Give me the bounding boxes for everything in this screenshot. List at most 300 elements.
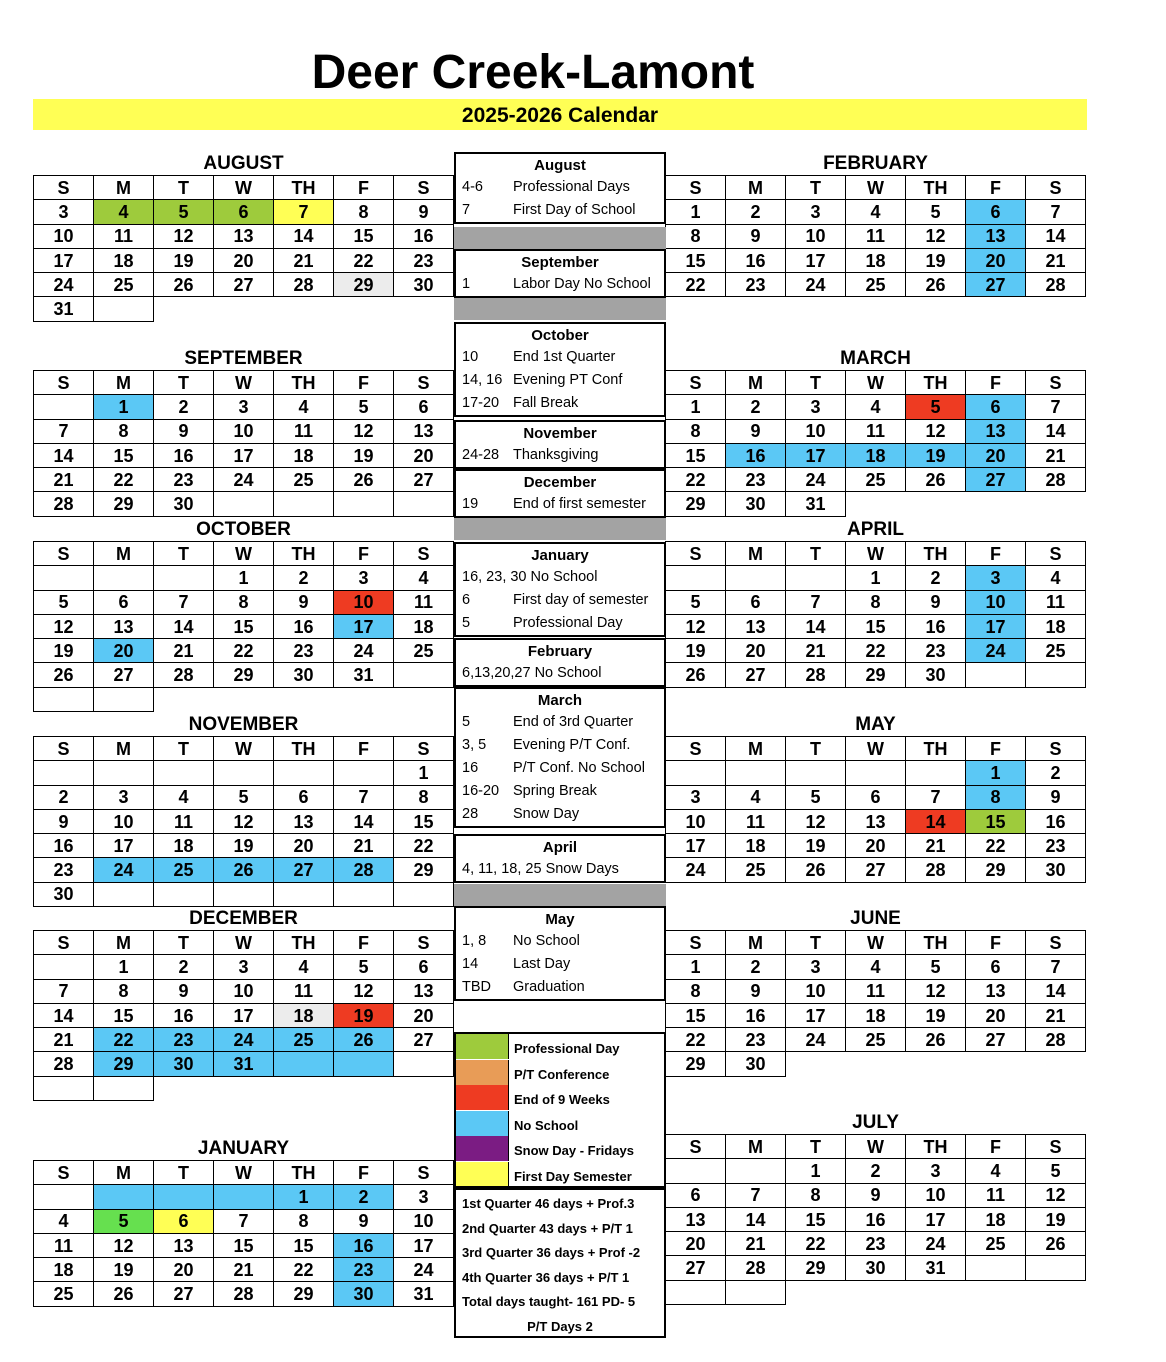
day-cell: 14 bbox=[1026, 224, 1086, 248]
day-cell bbox=[666, 761, 726, 785]
day-cell: 17 bbox=[966, 614, 1026, 638]
day-cell: 10 bbox=[214, 979, 274, 1003]
day-cell: 11 bbox=[394, 590, 454, 614]
day-cell: 23 bbox=[334, 1258, 394, 1282]
day-cell: 13 bbox=[726, 614, 786, 638]
day-cell: 5 bbox=[666, 590, 726, 614]
day-cell: 23 bbox=[274, 639, 334, 663]
day-cell: 1 bbox=[666, 200, 726, 224]
events-heading: September bbox=[521, 254, 599, 271]
day-cell: 29 bbox=[786, 1256, 846, 1280]
weekday-header: W bbox=[846, 542, 906, 566]
day-cell: 9 bbox=[154, 419, 214, 443]
day-cell: 16 bbox=[726, 248, 786, 272]
day-cell: 21 bbox=[34, 468, 94, 492]
weekday-header: M bbox=[94, 371, 154, 395]
day-cell: 18 bbox=[1026, 614, 1086, 638]
day-cell bbox=[94, 882, 154, 906]
weekday-header: TH bbox=[906, 542, 966, 566]
event-row bbox=[456, 273, 664, 296]
day-cell: 10 bbox=[786, 224, 846, 248]
day-cell: 12 bbox=[34, 614, 94, 638]
day-cell: 16 bbox=[274, 614, 334, 638]
day-cell: 26 bbox=[906, 468, 966, 492]
day-cell: 9 bbox=[1026, 785, 1086, 809]
day-cell: 5 bbox=[786, 785, 846, 809]
month-name: JANUARY bbox=[197, 1138, 290, 1159]
day-cell: 20 bbox=[94, 639, 154, 663]
day-cell: 23 bbox=[726, 468, 786, 492]
day-cell: 2 bbox=[334, 1185, 394, 1209]
event-text: Graduation bbox=[513, 979, 585, 995]
event-row bbox=[456, 444, 664, 467]
day-cell: 16 bbox=[726, 443, 786, 467]
day-cell bbox=[154, 297, 214, 321]
day-cell bbox=[786, 761, 846, 785]
day-cell: 4 bbox=[846, 955, 906, 979]
day-cell: 23 bbox=[154, 1028, 214, 1052]
event-row bbox=[456, 612, 664, 635]
day-cell: 12 bbox=[334, 979, 394, 1003]
day-cell: 16 bbox=[154, 1003, 214, 1027]
day-cell bbox=[1026, 1256, 1086, 1280]
day-cell: 24 bbox=[666, 858, 726, 882]
day-cell: 26 bbox=[94, 1282, 154, 1306]
month-name: NOVEMBER bbox=[188, 714, 299, 735]
weekday-header: F bbox=[334, 931, 394, 955]
day-cell: 18 bbox=[274, 1003, 334, 1027]
weekday-header: M bbox=[726, 737, 786, 761]
day-cell: 8 bbox=[846, 590, 906, 614]
day-cell: 9 bbox=[274, 590, 334, 614]
month-name: MARCH bbox=[840, 348, 911, 369]
day-cell: 13 bbox=[966, 224, 1026, 248]
stat-row: 1st Quarter 46 days + Prof.3 bbox=[462, 1196, 635, 1211]
day-cell: 14 bbox=[726, 1207, 786, 1231]
day-cell: 15 bbox=[214, 614, 274, 638]
event-date: 4-6 bbox=[462, 179, 483, 195]
month-name: FEBRUARY bbox=[823, 153, 928, 174]
event-date: 7 bbox=[462, 202, 471, 218]
day-cell bbox=[94, 566, 154, 590]
day-cell: 4 bbox=[394, 566, 454, 590]
day-cell: 30 bbox=[726, 1052, 786, 1076]
day-cell: 6 bbox=[966, 955, 1026, 979]
legend-swatch bbox=[456, 1162, 509, 1187]
day-cell: 27 bbox=[846, 858, 906, 882]
day-cell: 19 bbox=[1026, 1207, 1086, 1231]
day-cell: 23 bbox=[34, 858, 94, 882]
month-september bbox=[33, 348, 454, 517]
day-cell bbox=[726, 761, 786, 785]
day-cell: 27 bbox=[666, 1256, 726, 1280]
page-title: Deer Creek-Lamont bbox=[311, 46, 755, 99]
weekday-header: T bbox=[154, 371, 214, 395]
event-text: End of 3rd Quarter bbox=[513, 714, 634, 730]
legend-label: P/T Conference bbox=[514, 1066, 610, 1082]
day-cell: 10 bbox=[906, 1183, 966, 1207]
weekday-header: W bbox=[214, 371, 274, 395]
event-date: 19 bbox=[462, 496, 479, 512]
day-cell: 18 bbox=[94, 248, 154, 272]
day-cell: 20 bbox=[154, 1258, 214, 1282]
day-cell: 4 bbox=[154, 785, 214, 809]
day-cell: 4 bbox=[846, 395, 906, 419]
legend-label: Snow Day - Fridays bbox=[514, 1143, 634, 1159]
events-heading: August bbox=[534, 157, 586, 174]
day-cell bbox=[394, 1052, 454, 1076]
day-cell: 8 bbox=[786, 1183, 846, 1207]
day-cell: 19 bbox=[906, 1003, 966, 1027]
weekday-header: TH bbox=[906, 931, 966, 955]
day-cell: 14 bbox=[786, 614, 846, 638]
event-row bbox=[456, 803, 664, 826]
day-cell: 29 bbox=[394, 858, 454, 882]
day-cell: 2 bbox=[726, 200, 786, 224]
weekday-header: S bbox=[394, 737, 454, 761]
weekday-header: F bbox=[966, 1135, 1026, 1159]
weekday-header: M bbox=[726, 931, 786, 955]
day-cell: 12 bbox=[214, 809, 274, 833]
weekday-header: W bbox=[846, 371, 906, 395]
day-cell: 19 bbox=[906, 248, 966, 272]
day-cell: 30 bbox=[394, 273, 454, 297]
day-cell: 30 bbox=[726, 492, 786, 516]
day-cell: 15 bbox=[274, 1233, 334, 1257]
day-cell: 10 bbox=[394, 1209, 454, 1233]
month-december bbox=[33, 908, 454, 1101]
weekday-header: S bbox=[34, 371, 94, 395]
day-cell: 26 bbox=[906, 1028, 966, 1052]
day-cell: 17 bbox=[786, 1003, 846, 1027]
day-cell: 14 bbox=[34, 443, 94, 467]
weekday-header: W bbox=[214, 176, 274, 200]
day-cell: 1 bbox=[274, 1185, 334, 1209]
day-cell bbox=[966, 1052, 1026, 1076]
day-cell: 28 bbox=[34, 1052, 94, 1076]
event-row bbox=[456, 930, 664, 953]
day-cell: 13 bbox=[846, 809, 906, 833]
divider-bar bbox=[454, 884, 666, 906]
day-cell: 25 bbox=[34, 1282, 94, 1306]
day-cell: 28 bbox=[154, 663, 214, 687]
day-cell: 7 bbox=[1026, 200, 1086, 224]
day-cell: 27 bbox=[394, 468, 454, 492]
weekday-header: M bbox=[94, 176, 154, 200]
day-cell: 2 bbox=[154, 395, 214, 419]
day-cell bbox=[906, 1280, 966, 1304]
event-text: Evening PT Conf bbox=[513, 372, 623, 388]
weekday-header: F bbox=[966, 542, 1026, 566]
day-cell: 16 bbox=[1026, 809, 1086, 833]
event-text: First day of semester bbox=[513, 592, 649, 608]
day-cell bbox=[906, 492, 966, 516]
day-cell: 12 bbox=[906, 224, 966, 248]
month-name: JULY bbox=[852, 1112, 899, 1133]
month-name: JUNE bbox=[850, 908, 901, 929]
day-cell: 9 bbox=[726, 419, 786, 443]
weekday-header: TH bbox=[906, 371, 966, 395]
day-cell: 22 bbox=[966, 834, 1026, 858]
event-date: 6 bbox=[462, 592, 471, 608]
weekday-header: W bbox=[846, 737, 906, 761]
day-cell: 8 bbox=[394, 785, 454, 809]
day-cell: 17 bbox=[214, 1003, 274, 1027]
day-cell: 12 bbox=[786, 809, 846, 833]
day-cell: 3 bbox=[214, 395, 274, 419]
day-cell: 24 bbox=[214, 1028, 274, 1052]
weekday-header: TH bbox=[906, 737, 966, 761]
day-cell: 17 bbox=[34, 248, 94, 272]
day-cell bbox=[154, 687, 214, 711]
day-cell: 21 bbox=[1026, 443, 1086, 467]
day-cell: 7 bbox=[154, 590, 214, 614]
event-text: 16, 23, 30 No School bbox=[462, 569, 598, 585]
day-cell bbox=[214, 687, 274, 711]
weekday-header: S bbox=[666, 542, 726, 566]
day-cell: 26 bbox=[786, 858, 846, 882]
day-cell bbox=[906, 1052, 966, 1076]
weekday-header: TH bbox=[274, 1161, 334, 1185]
day-cell bbox=[154, 761, 214, 785]
stat-row: 3rd Quarter 36 days + Prof -2 bbox=[462, 1245, 641, 1260]
events-august bbox=[454, 152, 666, 224]
day-cell: 7 bbox=[1026, 395, 1086, 419]
weekday-header: TH bbox=[274, 176, 334, 200]
day-cell bbox=[394, 663, 454, 687]
legend-label: Professional Day bbox=[514, 1041, 620, 1056]
month-october bbox=[33, 519, 454, 712]
day-cell: 25 bbox=[94, 273, 154, 297]
day-cell bbox=[966, 1280, 1026, 1304]
day-cell: 20 bbox=[394, 443, 454, 467]
day-cell: 17 bbox=[94, 834, 154, 858]
day-cell: 25 bbox=[154, 858, 214, 882]
month-february bbox=[665, 153, 1086, 297]
day-cell: 4 bbox=[846, 200, 906, 224]
day-cell bbox=[394, 1076, 454, 1100]
day-cell: 1 bbox=[786, 1159, 846, 1183]
day-cell: 3 bbox=[34, 200, 94, 224]
day-cell: 25 bbox=[966, 1232, 1026, 1256]
legend-row bbox=[456, 1085, 664, 1110]
legend-row bbox=[456, 1060, 664, 1085]
day-cell: 15 bbox=[666, 443, 726, 467]
day-cell: 31 bbox=[214, 1052, 274, 1076]
day-cell: 12 bbox=[154, 224, 214, 248]
day-cell: 30 bbox=[846, 1256, 906, 1280]
day-cell: 20 bbox=[966, 248, 1026, 272]
day-cell: 8 bbox=[966, 785, 1026, 809]
day-cell: 13 bbox=[274, 809, 334, 833]
day-cell bbox=[34, 566, 94, 590]
event-row bbox=[456, 493, 664, 516]
day-cell: 31 bbox=[394, 1282, 454, 1306]
day-cell: 20 bbox=[666, 1232, 726, 1256]
event-date: 24-28 bbox=[462, 447, 500, 463]
day-cell: 11 bbox=[154, 809, 214, 833]
day-cell bbox=[154, 1076, 214, 1100]
weekday-header: M bbox=[726, 1135, 786, 1159]
weekday-header: F bbox=[334, 737, 394, 761]
day-cell: 2 bbox=[1026, 761, 1086, 785]
weekday-header: T bbox=[786, 737, 846, 761]
event-row bbox=[456, 780, 664, 803]
day-cell: 5 bbox=[906, 200, 966, 224]
event-text: 4, 11, 18, 25 Snow Days bbox=[462, 861, 619, 877]
day-cell: 1 bbox=[94, 395, 154, 419]
day-cell: 7 bbox=[726, 1183, 786, 1207]
day-cell: 28 bbox=[726, 1256, 786, 1280]
day-cell: 24 bbox=[94, 858, 154, 882]
day-cell: 12 bbox=[94, 1233, 154, 1257]
weekday-header: T bbox=[154, 542, 214, 566]
day-cell: 11 bbox=[1026, 590, 1086, 614]
event-date: 16-20 bbox=[462, 783, 500, 799]
month-april bbox=[665, 519, 1086, 688]
weekday-header: S bbox=[666, 931, 726, 955]
day-cell: 15 bbox=[94, 1003, 154, 1027]
day-cell: 8 bbox=[334, 200, 394, 224]
day-cell: 1 bbox=[846, 566, 906, 590]
event-date: 10 bbox=[462, 349, 479, 365]
event-date: 3, 5 bbox=[462, 737, 487, 753]
day-cell: 28 bbox=[334, 858, 394, 882]
day-cell: 19 bbox=[334, 443, 394, 467]
events-heading: November bbox=[523, 425, 597, 442]
day-cell bbox=[846, 1280, 906, 1304]
day-cell: 12 bbox=[906, 419, 966, 443]
day-cell: 19 bbox=[34, 639, 94, 663]
event-date: TBD bbox=[462, 979, 491, 995]
day-cell: 9 bbox=[726, 979, 786, 1003]
day-cell: 20 bbox=[214, 248, 274, 272]
legend-label: No School bbox=[514, 1117, 579, 1133]
weekday-header: S bbox=[1026, 176, 1086, 200]
day-cell: 31 bbox=[334, 663, 394, 687]
day-cell: 8 bbox=[94, 979, 154, 1003]
day-cell: 2 bbox=[726, 395, 786, 419]
day-cell: 20 bbox=[726, 639, 786, 663]
weekday-header: S bbox=[394, 1161, 454, 1185]
day-cell: 19 bbox=[334, 1003, 394, 1027]
day-cell bbox=[154, 882, 214, 906]
day-cell: 19 bbox=[666, 639, 726, 663]
weekday-header: S bbox=[666, 371, 726, 395]
month-november bbox=[33, 714, 454, 907]
day-cell: 15 bbox=[786, 1207, 846, 1231]
day-cell: 2 bbox=[34, 785, 94, 809]
day-cell: 7 bbox=[34, 419, 94, 443]
day-cell: 28 bbox=[786, 663, 846, 687]
weekday-header: T bbox=[786, 931, 846, 955]
day-cell: 24 bbox=[394, 1258, 454, 1282]
weekday-header: S bbox=[666, 1135, 726, 1159]
day-cell bbox=[214, 492, 274, 516]
weekday-header: TH bbox=[906, 1135, 966, 1159]
day-cell: 25 bbox=[846, 468, 906, 492]
day-cell: 3 bbox=[966, 566, 1026, 590]
day-cell: 13 bbox=[966, 419, 1026, 443]
day-cell: 22 bbox=[786, 1232, 846, 1256]
day-cell: 6 bbox=[966, 200, 1026, 224]
day-cell bbox=[34, 687, 94, 711]
day-cell: 27 bbox=[94, 663, 154, 687]
weekday-header: F bbox=[334, 1161, 394, 1185]
day-cell: 3 bbox=[94, 785, 154, 809]
month-name: OCTOBER bbox=[196, 519, 291, 540]
event-date: 5 bbox=[462, 714, 471, 730]
day-cell: 24 bbox=[786, 273, 846, 297]
day-cell: 11 bbox=[846, 419, 906, 443]
day-cell: 6 bbox=[846, 785, 906, 809]
day-cell: 31 bbox=[906, 1256, 966, 1280]
day-cell: 27 bbox=[966, 273, 1026, 297]
events-december bbox=[454, 469, 666, 518]
day-cell: 26 bbox=[906, 273, 966, 297]
day-cell: 4 bbox=[94, 200, 154, 224]
day-cell: 4 bbox=[1026, 566, 1086, 590]
day-cell: 26 bbox=[666, 663, 726, 687]
day-cell: 16 bbox=[154, 443, 214, 467]
day-cell bbox=[214, 1076, 274, 1100]
day-cell: 13 bbox=[94, 614, 154, 638]
weekday-header: S bbox=[394, 542, 454, 566]
day-cell: 29 bbox=[94, 492, 154, 516]
weekday-header: S bbox=[34, 737, 94, 761]
day-cell: 5 bbox=[34, 590, 94, 614]
day-cell: 24 bbox=[786, 468, 846, 492]
event-row bbox=[456, 711, 664, 734]
day-cell: 12 bbox=[906, 979, 966, 1003]
events-november bbox=[454, 420, 666, 469]
day-cell: 16 bbox=[394, 224, 454, 248]
day-cell: 11 bbox=[966, 1183, 1026, 1207]
day-cell: 29 bbox=[334, 273, 394, 297]
day-cell bbox=[666, 1280, 726, 1304]
day-cell bbox=[274, 761, 334, 785]
day-cell: 2 bbox=[274, 566, 334, 590]
weekday-header: W bbox=[214, 737, 274, 761]
event-text: Last Day bbox=[513, 956, 571, 972]
legend-swatch bbox=[456, 1111, 509, 1136]
day-cell: 8 bbox=[274, 1209, 334, 1233]
weekday-header: S bbox=[666, 737, 726, 761]
day-cell: 27 bbox=[966, 1028, 1026, 1052]
day-cell: 25 bbox=[846, 1028, 906, 1052]
day-cell: 26 bbox=[214, 858, 274, 882]
day-cell: 27 bbox=[274, 858, 334, 882]
day-cell: 15 bbox=[666, 1003, 726, 1027]
day-cell: 28 bbox=[1026, 273, 1086, 297]
day-cell bbox=[786, 1280, 846, 1304]
day-cell: 25 bbox=[274, 468, 334, 492]
events-october bbox=[454, 322, 666, 417]
day-cell bbox=[334, 492, 394, 516]
weekday-header: S bbox=[394, 176, 454, 200]
events-march bbox=[454, 687, 666, 828]
day-cell: 8 bbox=[94, 419, 154, 443]
day-cell bbox=[334, 761, 394, 785]
weekday-header: S bbox=[34, 1161, 94, 1185]
day-cell: 17 bbox=[666, 834, 726, 858]
day-cell bbox=[274, 297, 334, 321]
weekday-header: S bbox=[34, 931, 94, 955]
day-cell: 6 bbox=[394, 955, 454, 979]
day-cell bbox=[214, 1185, 274, 1209]
day-cell: 29 bbox=[666, 1052, 726, 1076]
day-cell: 27 bbox=[214, 273, 274, 297]
